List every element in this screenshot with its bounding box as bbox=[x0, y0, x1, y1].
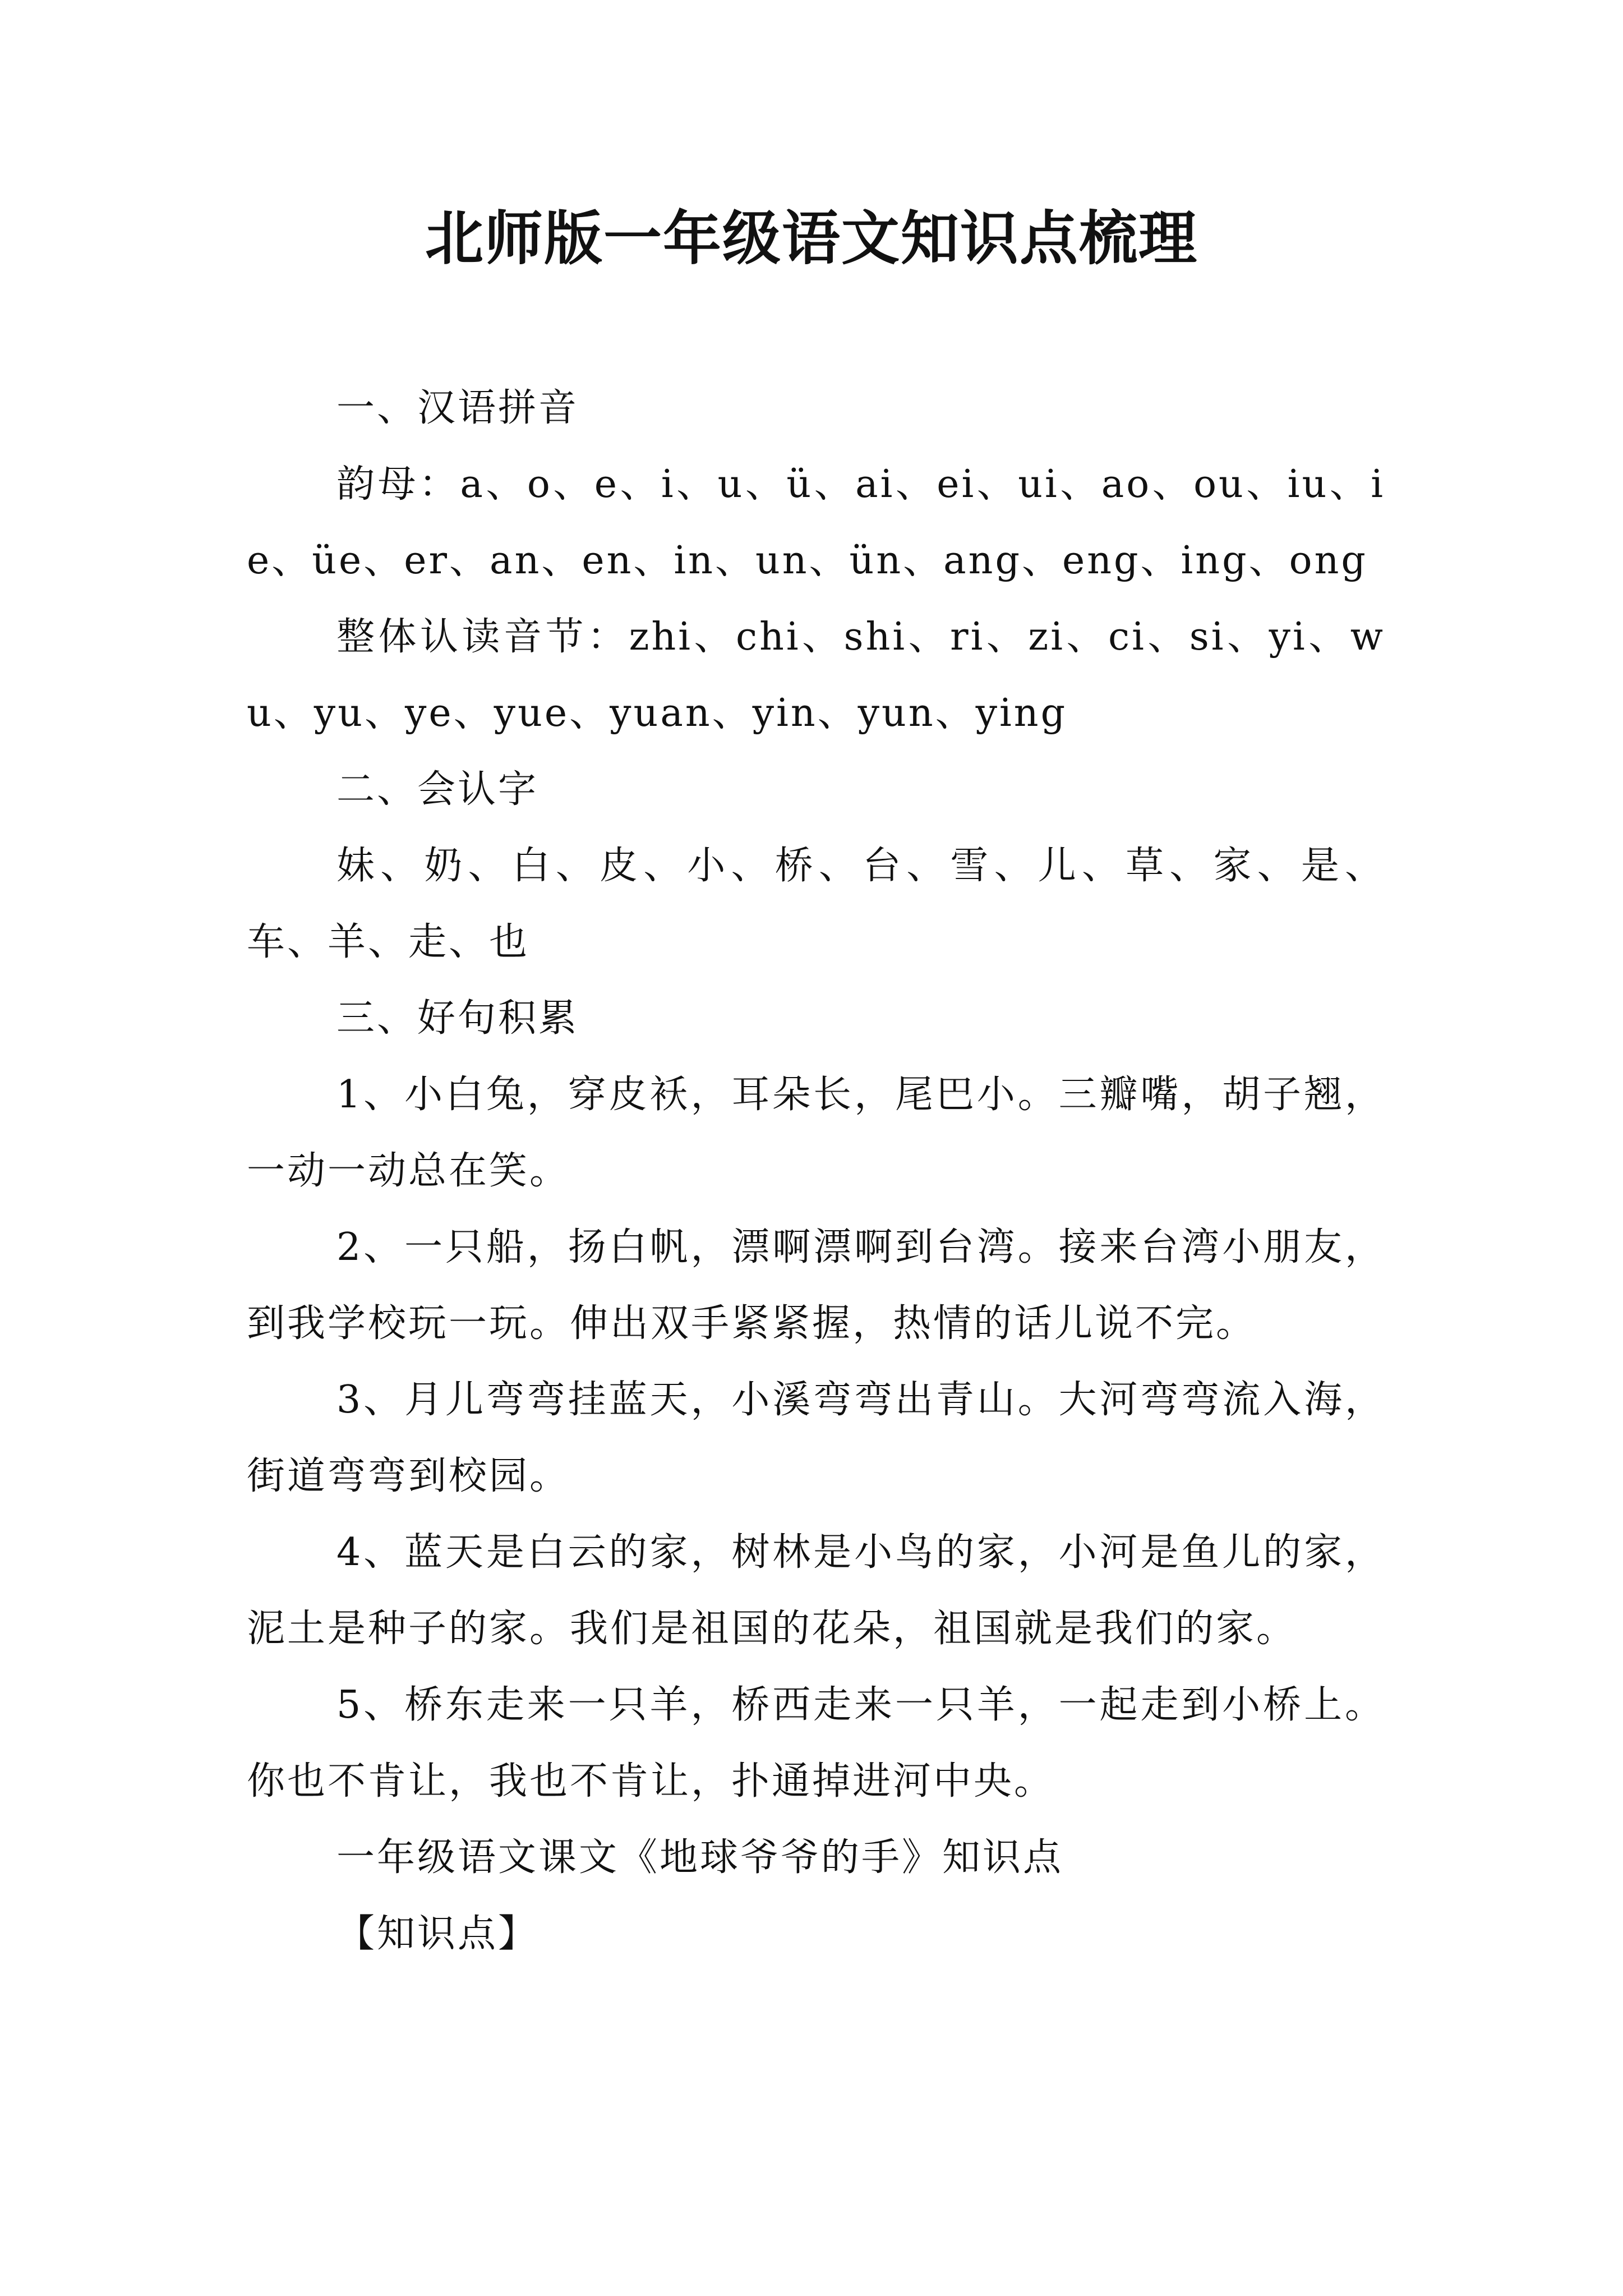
document-title: 北师版一年级语文知识点梳理 bbox=[425, 204, 1198, 273]
section-heading-characters: 二、会认字 bbox=[336, 767, 539, 812]
paragraph-characters: 妹、奶、白、皮、小、桥、台、雪、儿、草、家、是、车、羊、走、也 bbox=[247, 844, 1385, 964]
sentence-item-3: 3、月儿弯弯挂蓝天，小溪弯弯出青山。大河弯弯流入海，街道弯弯到校园。 bbox=[247, 1378, 1385, 1498]
sentence-item-2: 2、一只船，扬白帆，漂啊漂啊到台湾。接来台湾小朋友，到我学校玩一玩。伸出双手紧紧握，热情的话儿说不完。 bbox=[247, 1225, 1385, 1346]
document-body bbox=[247, 370, 1385, 1972]
section-heading-sentences: 三、好句积累 bbox=[336, 996, 579, 1041]
lesson-heading: 一年级语文课文《地球爷爷的手》知识点 bbox=[336, 1835, 1064, 1880]
sentence-item-4: 4、蓝天是白云的家，树林是小鸟的家，小河是鱼儿的家，泥土是种子的家。我们是祖国的花朵，祖国就是我们的家。 bbox=[247, 1530, 1385, 1651]
knowledge-points-label: 【知识点】 bbox=[336, 1912, 539, 1956]
section-heading-pinyin: 一、汉语拼音 bbox=[336, 386, 579, 430]
paragraph-finals: 韵母：a、o、e、i、u、ü、ai、ei、ui、ao、ou、iu、ie、üe、er、an、en、in、un、ün、ang、eng、ing、ong bbox=[247, 462, 1385, 583]
paragraph-syllables: 整体认读音节：zhi、chi、shi、ri、zi、ci、si、yi、wu、yu、ye、yue、yuan、yin、yun、ying bbox=[247, 615, 1385, 735]
sentence-item-1: 1、小白兔，穿皮袄，耳朵长，尾巴小。三瓣嘴，胡子翘，一动一动总在笑。 bbox=[247, 1073, 1385, 1193]
sentence-item-5: 5、桥东走来一只羊，桥西走来一只羊，一起走到小桥上。你也不肯让，我也不肯让，扑通掉进河中央。 bbox=[247, 1683, 1385, 1803]
